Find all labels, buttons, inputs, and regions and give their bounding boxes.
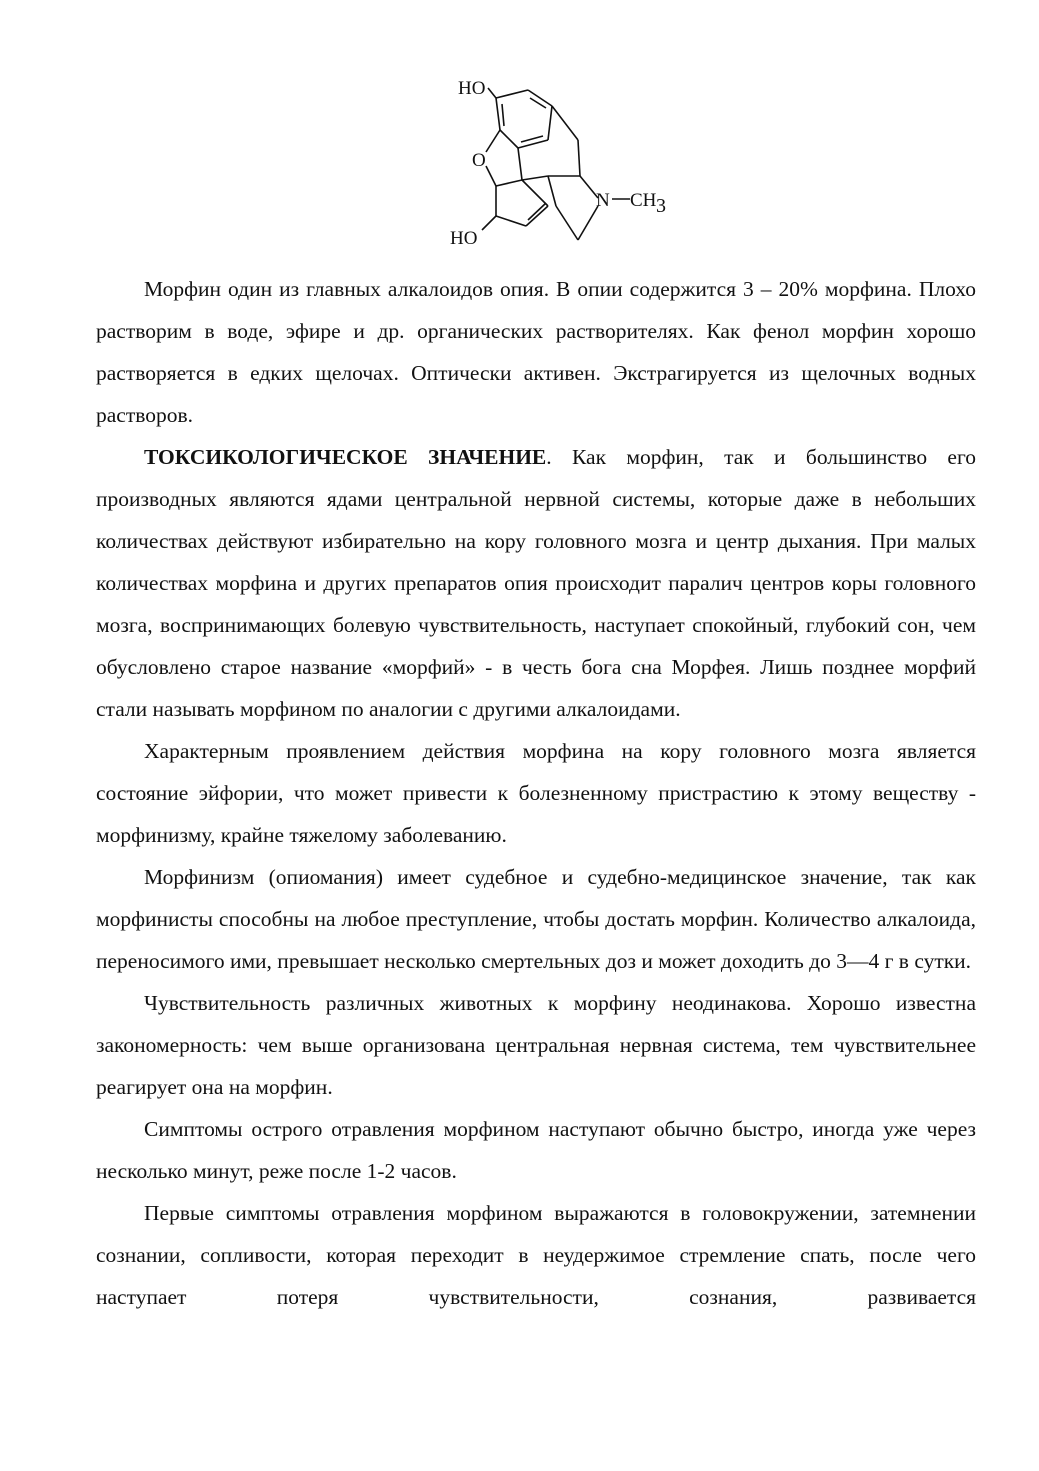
paragraph-sensitivity bbox=[96, 982, 976, 1108]
paragraph-intro-text: Морфин один из главных алкалоидов опия. В опии содержится 3 – 20% морфина. Плохо растворим в воде, эфире и др. органических растворителях. Как фенол морфин хорошо растворяется в едких щелочах. Оптически активен. Экстрагируется из щелочных водных растворов. bbox=[96, 277, 976, 427]
morphine-structural-formula bbox=[430, 68, 690, 258]
label-nitrogen: N bbox=[596, 190, 610, 211]
toxicology-heading: ТОКСИКОЛОГИЧЕСКОЕ ЗНАЧЕНИЕ bbox=[144, 445, 547, 469]
paragraph-intro bbox=[96, 268, 976, 436]
document-body bbox=[96, 268, 976, 1318]
label-oxygen: O bbox=[472, 150, 486, 171]
paragraph-toxicology bbox=[96, 436, 976, 730]
paragraph-morphinism-text: Морфинизм (опиомания) имеет судебное и судебно-медицинское значение, так как морфинисты способны на любое преступление, чтобы достать морфин. Количество алкалоида, переносимого ими, превышает несколько смертельных доз и может доходить до 3—4 г в сутки. bbox=[96, 865, 976, 973]
paragraph-sensitivity-text: Чувствительность различных животных к морфину неодинакова. Хорошо известна закономерность: чем выше организована центральная нервная система, тем чувствительнее реагирует она на морфин. bbox=[96, 991, 976, 1099]
paragraph-first-symptoms bbox=[96, 1192, 976, 1318]
label-ho-top: HO bbox=[458, 78, 486, 99]
label-ho-bottom: HO bbox=[450, 228, 478, 249]
structure-bonds bbox=[482, 88, 630, 240]
paragraph-morphinism bbox=[96, 856, 976, 982]
paragraph-symptoms-onset bbox=[96, 1108, 976, 1192]
label-methyl: CH bbox=[630, 190, 657, 211]
morphine-structure-diagram bbox=[430, 68, 690, 258]
paragraph-euphoria-text: Характерным проявлением действия морфина на кору головного мозга является состояние эйфории, что может привести к болезненному пристрастию к этому веществу - морфинизму, крайне тяжелому заболеванию. bbox=[96, 739, 976, 847]
paragraph-euphoria bbox=[96, 730, 976, 856]
label-methyl-subscript: 3 bbox=[656, 195, 666, 217]
paragraph-toxicology-text: . Как морфин, так и большинство его производных являются ядами центральной нервной системы, которые даже в небольших количествах действуют избирательно на кору головного мозга и центр дыхания. При малых количествах морфина и других препаратов опия происходит паралич центров коры головного мозга, воспринимающих болевую чувствительность, наступает спокойный, глубокий сон, чем обусловлено старое название «морфий» - в честь бога сна Морфея. Лишь позднее морфий стали называть морфином по аналогии с другими алкалоидами. bbox=[96, 445, 976, 721]
paragraph-symptoms-onset-text: Симптомы острого отравления морфином наступают обычно быстро, иногда уже через несколько минут, реже после 1-2 часов. bbox=[96, 1117, 976, 1183]
paragraph-first-symptoms-text: Первые симптомы отравления морфином выражаются в головокружении, затемнении сознании, сопливости, которая переходит в неудержимое стремление спать, после чего наступает потеря чувствительности, сознания, развивается bbox=[96, 1201, 976, 1309]
